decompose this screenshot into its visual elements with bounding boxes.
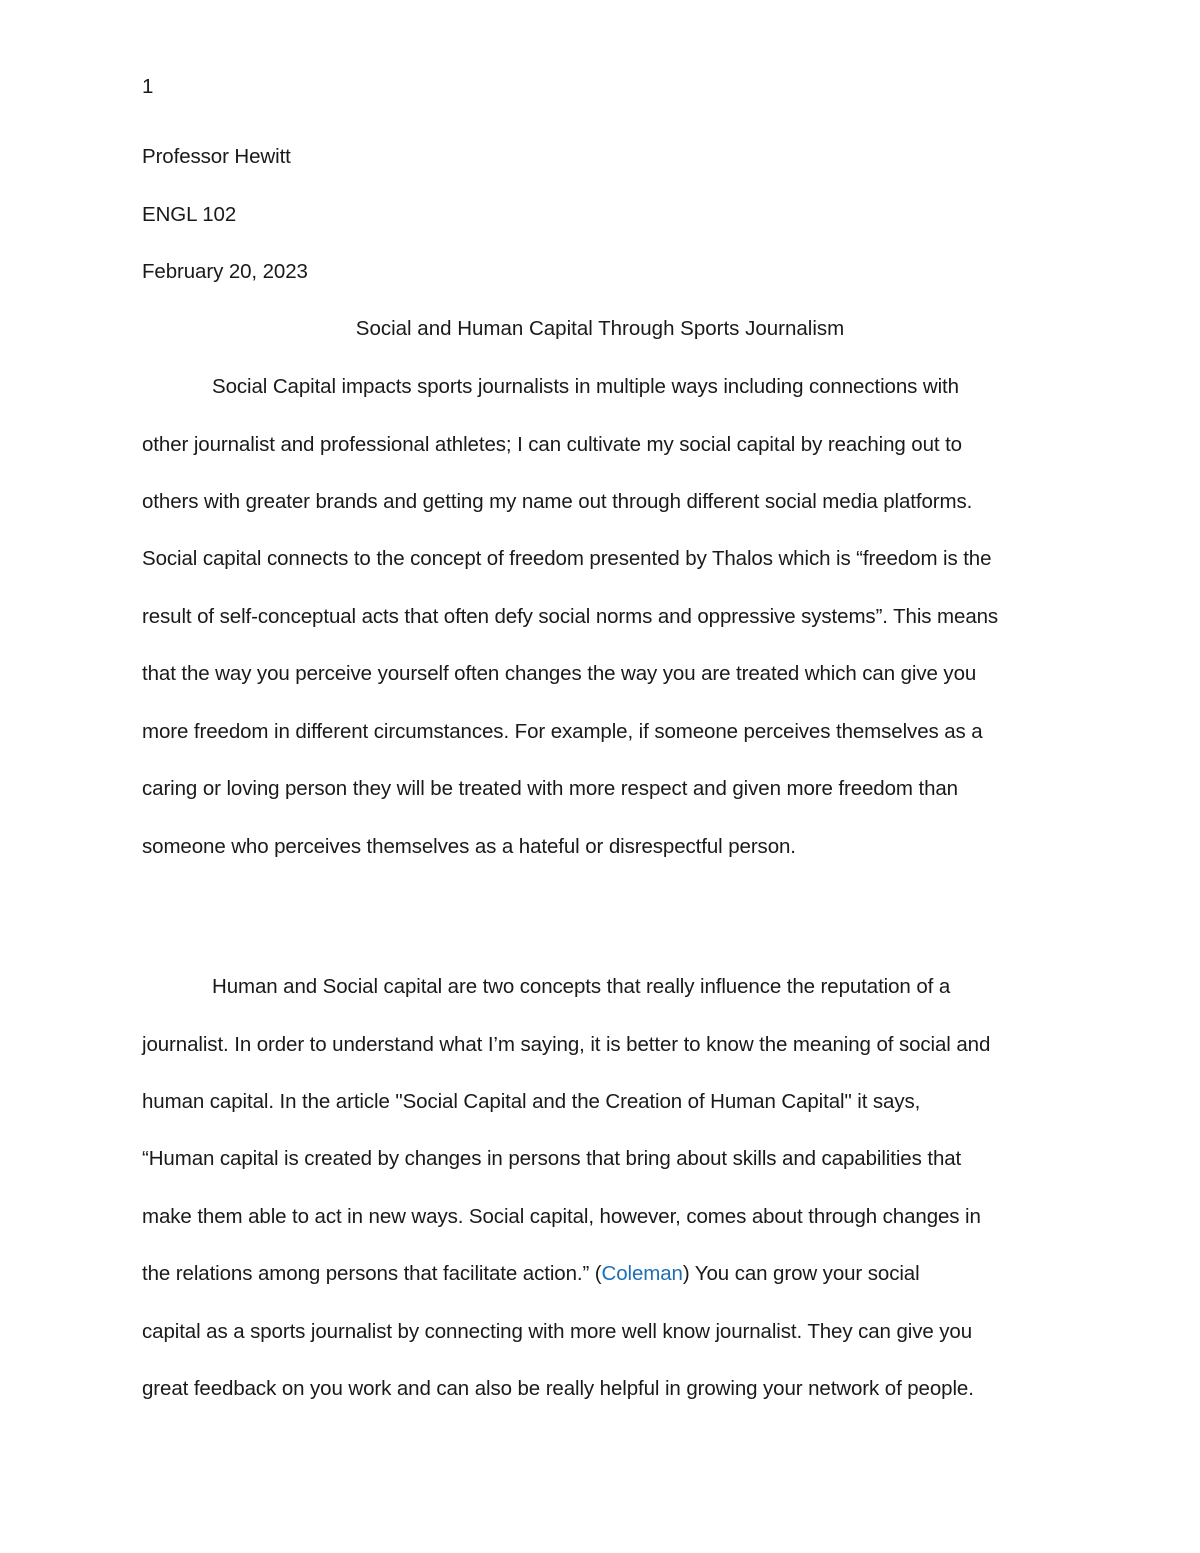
paragraph-1-line: others with greater brands and getting my name out through different social media platforms. <box>142 490 973 513</box>
paragraph-2-citation-line <box>142 1262 920 1286</box>
paragraph-1-line: other journalist and professional athletes; I can cultivate my social capital by reaching out to <box>142 433 962 456</box>
professor-name: Professor Hewitt <box>142 145 291 168</box>
paragraph-1-line: that the way you perceive yourself often changes the way you are treated which can give you <box>142 662 977 685</box>
paragraph-1-line: more freedom in different circumstances. For example, if someone perceives themselves as a <box>142 720 983 743</box>
paragraph-2-line: make them able to act in new ways. Social capital, however, comes about through changes in <box>142 1205 981 1228</box>
paragraph-2-line: “Human capital is created by changes in persons that bring about skills and capabilities that <box>142 1147 962 1170</box>
paragraph-2-line: capital as a sports journalist by connecting with more well know journalist. They can give you <box>142 1320 972 1343</box>
paragraph-1-line: caring or loving person they will be treated with more respect and given more freedom than <box>142 777 958 800</box>
citation-link-coleman[interactable]: Coleman <box>601 1262 683 1285</box>
page-number: 1 <box>142 75 154 98</box>
paragraph-2-line: Human and Social capital are two concepts that really influence the reputation of a <box>212 975 951 998</box>
submission-date: February 20, 2023 <box>142 260 308 283</box>
paragraph-2-line: journalist. In order to understand what I’m saying, it is better to know the meaning of social and <box>142 1033 991 1056</box>
citation-text-before: the relations among persons that facilitate action.” ( <box>142 1262 602 1285</box>
course-name: ENGL 102 <box>142 203 237 226</box>
paragraph-1-line: Social Capital impacts sports journalists in multiple ways including connections with <box>212 375 959 398</box>
paragraph-2-line: human capital. In the article "Social Capital and the Creation of Human Capital" it says, <box>142 1090 921 1113</box>
paragraph-1-line: result of self-conceptual acts that often defy social norms and oppressive systems”. This means <box>142 605 999 628</box>
paragraph-1-line: someone who perceives themselves as a hateful or disrespectful person. <box>142 835 796 858</box>
essay-title: Social and Human Capital Through Sports Journalism <box>355 317 845 340</box>
citation-text-after: ) You can grow your social <box>682 1262 920 1285</box>
paragraph-2-line: great feedback on you work and can also be really helpful in growing your network of people. <box>142 1377 974 1400</box>
paragraph-1-line: Social capital connects to the concept of freedom presented by Thalos which is “freedom is the <box>142 547 992 570</box>
